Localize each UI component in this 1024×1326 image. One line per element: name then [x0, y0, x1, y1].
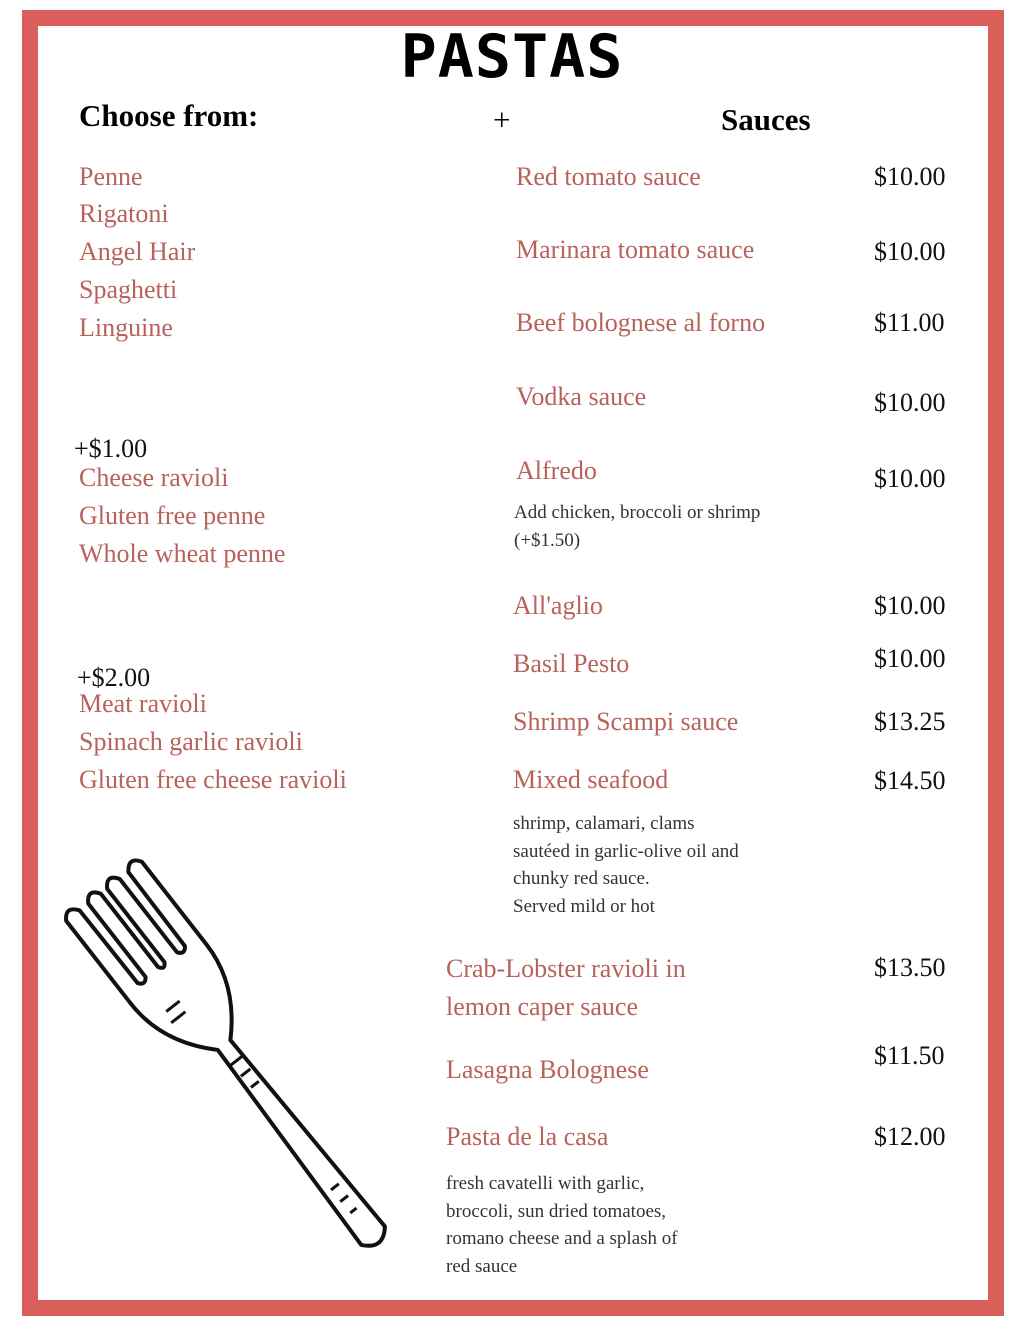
sauce-name: Pasta de la casa: [446, 1122, 609, 1151]
pasta-item: Angel Hair: [79, 237, 196, 266]
pasta-item: Rigatoni: [79, 199, 169, 228]
sauce-name: Beef bolognese al forno: [516, 308, 766, 337]
sauce-price: $13.50: [874, 953, 946, 982]
sauce-name: Vodka sauce: [516, 382, 647, 411]
sauce-name: Red tomato sauce: [516, 162, 701, 191]
sauce-name-line: lemon caper sauce: [446, 992, 639, 1021]
sauce-price: $13.25: [874, 707, 946, 736]
sauce-name: Mixed seafood: [513, 765, 669, 794]
pasta-item: Linguine: [79, 313, 173, 342]
sauce-price: $10.00: [874, 162, 946, 191]
sauce-price: $10.00: [874, 237, 946, 266]
sauces-heading: Sauces: [721, 102, 811, 137]
pasta-item: Spaghetti: [79, 275, 178, 304]
desc-line: Served mild or hot: [513, 895, 655, 917]
sauce-name: Shrimp Scampi sauce: [513, 707, 739, 736]
sauce-price: $11.00: [874, 308, 945, 337]
pasta-item: Gluten free cheese ravioli: [79, 765, 347, 794]
sauce-name: Alfredo: [516, 456, 597, 485]
desc-line: red sauce: [446, 1255, 518, 1277]
sauce-name: Basil Pesto: [513, 649, 630, 678]
sauce-name: All'aglio: [513, 591, 603, 620]
sauce-price: $10.00: [874, 388, 946, 417]
sauce-price: $10.00: [874, 464, 946, 493]
plus-sign: +: [493, 102, 511, 137]
desc-line: fresh cavatelli with garlic,: [446, 1173, 645, 1194]
desc-line: Add chicken, broccoli or shrimp: [514, 502, 761, 523]
pasta-item: Spinach garlic ravioli: [79, 727, 303, 756]
pasta-item: Cheese ravioli: [79, 463, 229, 492]
sauce-price: $10.00: [874, 591, 946, 620]
sauce-price: $11.50: [874, 1041, 945, 1070]
sauce-name: Marinara tomato sauce: [516, 235, 755, 264]
pasta-item: Penne: [79, 162, 143, 191]
sauce-name: Lasagna Bolognese: [446, 1055, 649, 1084]
page-title: PASTAS: [400, 22, 624, 92]
pasta-item: Whole wheat penne: [79, 539, 286, 568]
pasta-item: Gluten free penne: [79, 501, 266, 530]
desc-line: chunky red sauce.: [513, 868, 650, 889]
desc-line: shrimp, calamari, clams: [513, 813, 695, 834]
surcharge-label: +$1.00: [74, 434, 148, 463]
pasta-item: Meat ravioli: [79, 689, 207, 718]
desc-line: sautéed in garlic-olive oil and: [513, 840, 739, 862]
sauce-price: $10.00: [874, 644, 946, 673]
sauce-name-line: Crab-Lobster ravioli in: [446, 954, 686, 983]
sauce-price: $14.50: [874, 766, 946, 795]
surcharge-label: +$2.00: [77, 663, 151, 692]
choose-from-heading: Choose from:: [79, 98, 259, 133]
desc-line: broccoli, sun dried tomatoes,: [446, 1200, 667, 1222]
desc-line: (+$1.50): [514, 529, 581, 551]
sauce-price: $12.00: [874, 1122, 946, 1151]
desc-line: romano cheese and a splash of: [446, 1228, 678, 1249]
